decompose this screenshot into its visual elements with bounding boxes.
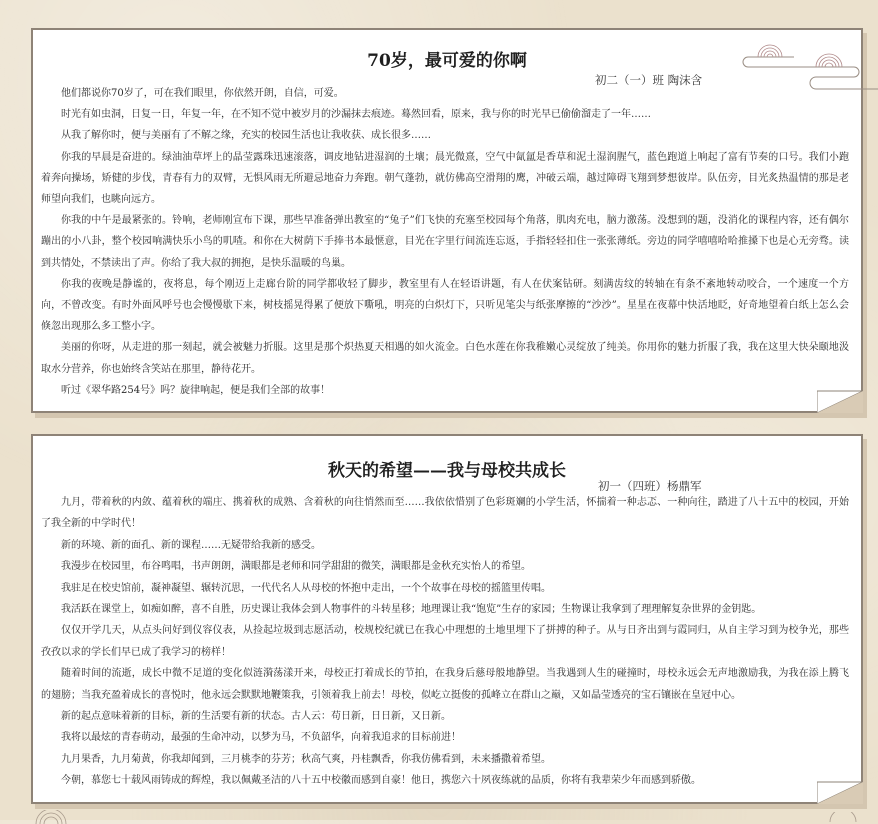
article-author: 初二（一）班 陶沫含 [595, 73, 703, 87]
paragraph: 从我了解你时，便与美丽有了不解之缘，充实的校园生活也让我收获、成长很多…… [61, 130, 431, 142]
paragraph: 九月，带着秋的内敛、蕴着秋的端庄、携着秋的成熟、含着秋的向往悄然而至……我依依惜别了色彩斑斓的小学生活，怀揣着一种忐忑、一种向往，踏进了八十五中的校园，开始了我全新的中学时代！ [41, 497, 849, 530]
paragraph: 我漫步在校园里，布谷鸣唱，书声朗朗，满眼都是老师和同学甜甜的微笑，满眼都是金秋充实怡人的希望。 [61, 561, 531, 573]
paragraph: 今朝，慕您七十载风雨铸成的辉煌，我以佩戴圣洁的八十五中校徽而感到自豪！他日，携您六十夙夜练就的品质，你将有我辈荣少年而感到骄傲。 [61, 775, 701, 787]
paragraph: 你我的夜晚是静谧的，夜将息，每个刚迈上走廊台阶的同学都收轻了脚步，教室里有人在轻语讲题，有人在伏案钻研。刻满齿纹的转轴在有条不紊地转动咬合，一个速度一个方向，不曾改变。有时外面风呼号也会慢慢歇下来，树枝摇晃得累了便放下嘶吼，明亮的白炽灯下，只听见笔尖与纸张摩擦的“沙沙”。星星在夜幕中快活地眨，好奇地望着白纸上怎么会倏忽出现那么多工整小字。 [41, 278, 849, 333]
paragraph: 你我的早晨是奋进的。绿油油草坪上的晶莹露珠迅速滚落，调皮地钻进湿润的土壤；晨光微熹，空气中氤氲是香草和泥土湿润腥气，蓝色跑道上响起了富有节奏的口号。我们小跑着奔向操场，矫健的步伐，青春有力的双臂，无惧风雨无所避忌地奋力奔跑。朝气蓬勃，就仿佛高空滑翔的鹰，冲破云端，越过障碍飞翔到梦想彼岸。队伍旁，目光炙热温情的那是老师望向我们，也眺向远方。 [41, 151, 849, 206]
paragraph: 随着时间的流逝，成长中微不足道的变化似涟漪荡漾开来，母校正打着成长的节拍，在我身后慈母般地静望。当我遇到人生的碰撞时，母校永远会无声地激励我，为我在添上腾飞的翅膀；当我充盈着成长的喜悦时，他永远会默默地鞭策我，引领着我上前去！母校，似屹立挺俊的孤峰立在群山之巅，又如晶莹透亮的宝石镶嵌在皇冠中心。 [41, 668, 849, 701]
paragraph: 他们都说你70岁了，可在我们眼里，你依然开朗，自信，可爱。 [61, 88, 344, 99]
paragraph: 九月果香，九月菊黄，你我却闻到，三月桃李的芬芳；秋高气爽，丹桂飘香，你我仿佛看到，未来播撒着希望。 [61, 753, 551, 765]
paragraph: 时光有如虫洞，日复一日，年复一年，在不知不觉中被岁月的沙漏抹去痕迹。蓦然回看，原来，我与你的时光早已偷偷溜走了一年…… [61, 109, 651, 121]
article-title: 秋天的希望——我与母校共成长 [328, 461, 566, 481]
paragraph: 我驻足在校史馆前，凝神凝望、辗转沉思，一代代名人从母校的怀抱中走出，一个个故事在母校的摇篮里传唱。 [61, 582, 551, 594]
paragraph: 你我的中午是最紧张的。铃响，老师刚宣布下课，那些早准备弹出教室的“兔子”们飞快的充塞至校园每个角落，肌肉充电，脑力激荡。没想到的题，没消化的课程内容，还有偶尔蹦出的小八卦，整个校园响满快乐小鸟的叽喳。和你在大树荫下手捧书本最惬意，目光在字里行间流连忘返，手指轻轻扣住一张张薄纸。旁边的同学嘻嘻哈哈推搡下也是心无旁骛。读到共情处，不禁读出了声。你给了我大叔的拥抱，是快乐温暖的鸟巢。 [41, 215, 849, 269]
paragraph: 仅仅开学几天，从点头问好到仪容仪表，从捡起垃圾到志愿活动，校规校纪就已在我心中理想的土地里埋下了拼搏的种子。从与日齐出到与霞同归，从自主学习到为校争光，那些孜孜以求的学长们早已成了我学习的榜样！ [41, 625, 849, 658]
swirl-deco-icon [34, 810, 68, 824]
paragraph: 新的起点意味着新的目标，新的生活要有新的状态。古人云：苟日新，日日新，又日新。 [61, 711, 451, 723]
paragraph: 我活跃在课堂上，如痴如醉，喜不自胜，历史课让我体会到人物事件的斗转星移；地理课让我“饱览”生存的家园；生物课让我拿到了理理解复杂世界的金钥匙。 [61, 604, 762, 616]
swirl-deco-icon [828, 812, 858, 822]
article-card-2 [31, 434, 863, 804]
paragraph: 新的环境、新的面孔、新的课程……无疑带给我新的感受。 [61, 539, 321, 551]
article-body [41, 83, 849, 401]
page-fold-corner [817, 780, 863, 804]
article-author: 初一（四班）杨鼎军 [598, 479, 702, 493]
article-body [41, 492, 849, 792]
article-card-1 [31, 28, 863, 413]
paragraph: 我将以最炫的青春萌动，最强的生命冲动，以梦为马，不负韶华，向着我追求的目标前进！ [61, 732, 461, 744]
paragraph: 美丽的你呀，从走进的那一刻起，就会被魅力折服。这里是那个炽热夏天相遇的如火流金。白色水莲在你我稚嫩心灵绽放了纯美。你用你的魅力折服了我，我在这里大快朵颐地汲取水分营养，你也始终含笑站在那里，静待花开。 [41, 342, 849, 375]
page-fold-corner [817, 389, 863, 413]
article-title: 70岁，最可爱的你啊 [367, 51, 527, 71]
paragraph: 听过《翠华路254号》吗？旋律响起，便是我们全部的故事！ [61, 384, 331, 396]
